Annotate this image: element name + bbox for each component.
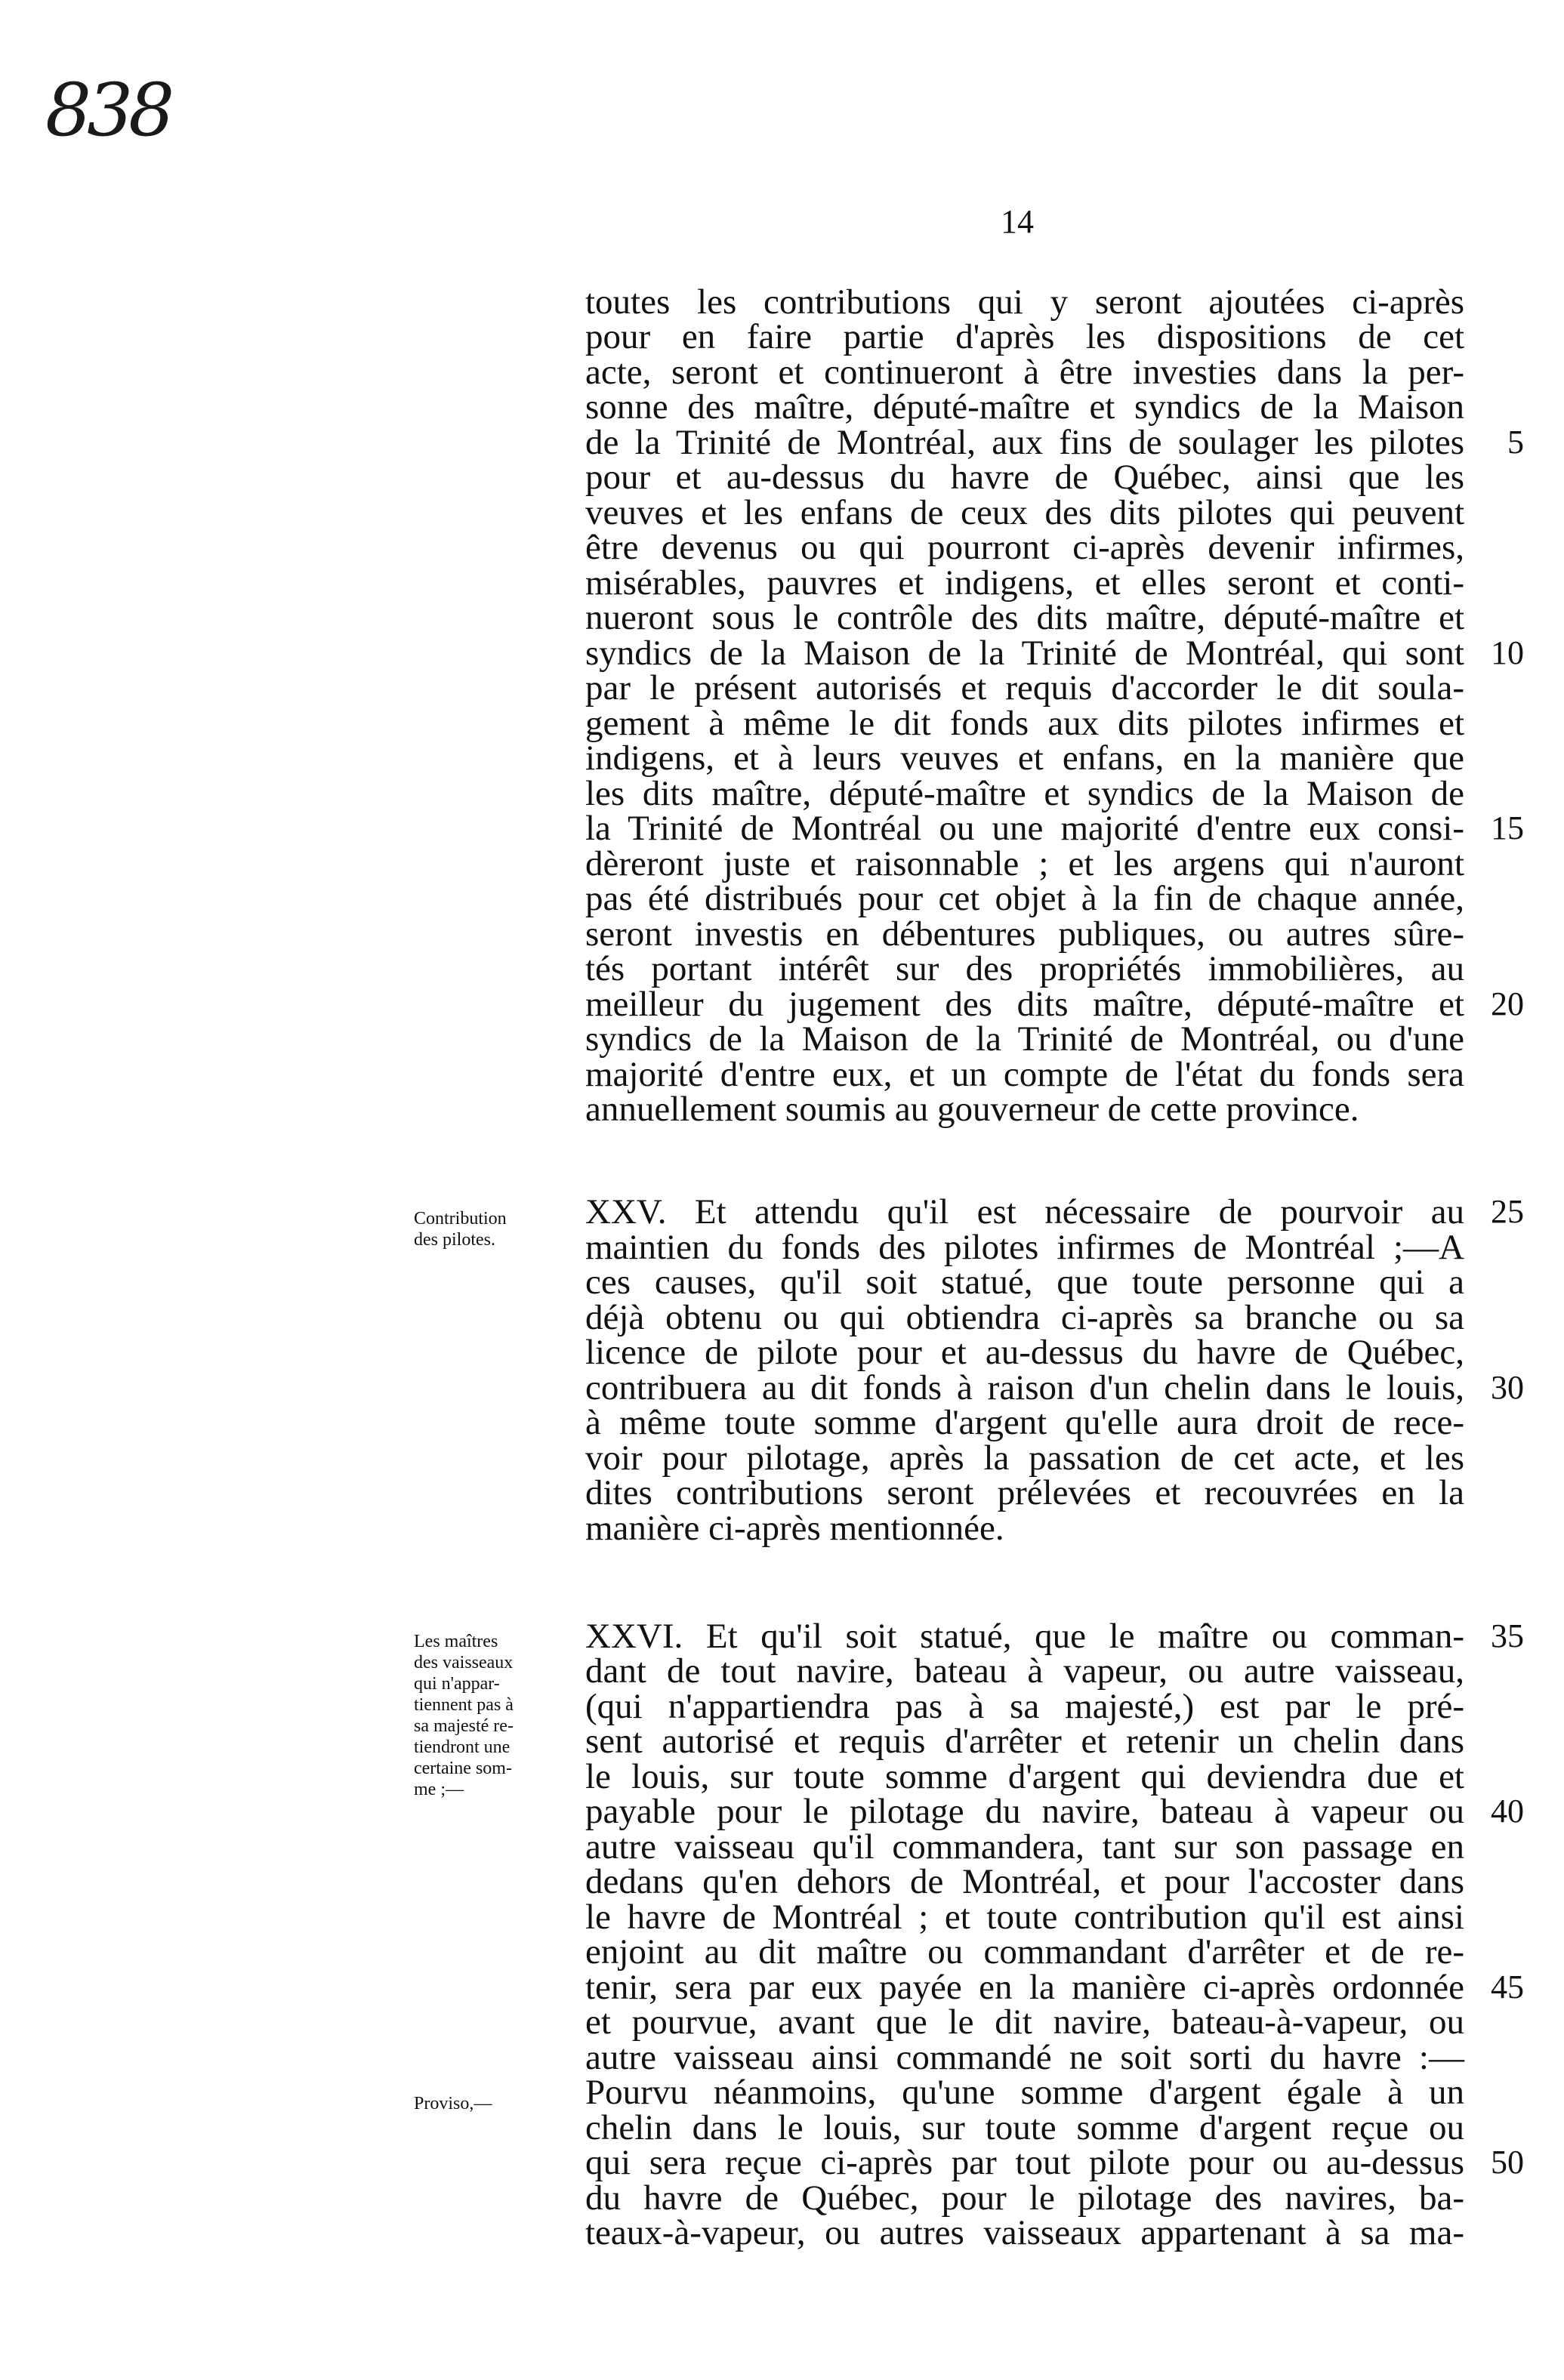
margin-note-line: Les maîtres — [414, 1632, 498, 1651]
text-line: tés portant intérêt sur des propriétés immobilières, au — [585, 949, 1464, 988]
line-number: 20 — [1491, 985, 1524, 1022]
text-line: le louis, sur toute somme d'argent qui deviendra due et — [585, 1757, 1464, 1796]
text-line: toutes les contributions qui y seront ajoutées ci-après — [585, 282, 1464, 322]
text-line: nueront sous le contrôle des dits maître, député-maître et — [585, 598, 1464, 637]
text-line: la Trinité de Montréal ou une majorité d'entre eux consi- — [585, 809, 1464, 848]
text-line: Pourvu néanmoins, qu'une somme d'argent égale à un — [585, 2073, 1464, 2112]
text-line: indigens, et à leurs veuves et enfans, en la manière que — [585, 738, 1464, 778]
margin-note-line: des pilotes. — [414, 1230, 495, 1250]
text-line: autre vaisseau ainsi commandé ne soit sorti du havre :— — [585, 2038, 1464, 2077]
margin-note-line: certaine som- — [414, 1759, 512, 1778]
margin-note-line: tiennent pas à — [414, 1695, 514, 1715]
text-line: dites contributions seront prélevées et recouvrées en la — [585, 1473, 1464, 1512]
line-number: 50 — [1491, 2144, 1524, 2181]
text-line: acte, seront et continueront à être investies dans la per- — [585, 353, 1464, 392]
text-line: (qui n'appartiendra pas à sa majesté,) est par le pré- — [585, 1687, 1464, 1726]
text-line: de la Trinité de Montréal, aux fins de soulager les pilotes — [585, 423, 1464, 462]
text-line: déjà obtenu ou qui obtiendra ci-après sa branche ou sa — [585, 1298, 1464, 1337]
text-line: majorité d'entre eux, et un compte de l'état du fonds sera — [585, 1055, 1464, 1094]
text-line: licence de pilote pour et au-dessus du havre de Québec, — [585, 1333, 1464, 1372]
text-line: pour en faire partie d'après les dispositions de cet — [585, 317, 1464, 356]
margin-note-line: Contribution — [414, 1209, 507, 1229]
margin-note-contribution — [414, 1208, 576, 1250]
text-line: ces causes, qu'il soit statué, que toute personne qui a — [585, 1262, 1464, 1302]
text-line: être devenus ou qui pourront ci-après devenir infirmes, — [585, 528, 1464, 567]
text-line: autre vaisseau qu'il commandera, tant sur son passage en — [585, 1827, 1464, 1867]
margin-note-line: me ;— — [414, 1780, 464, 1799]
text-line: seront investis en débentures publiques, ou autres sûre- — [585, 914, 1464, 954]
text-line: veuves et les enfans de ceux des dits pilotes qui peuvent — [585, 493, 1464, 532]
text-line: du havre de Québec, pour le pilotage des navires, ba- — [585, 2178, 1464, 2218]
line-number: 40 — [1491, 1793, 1524, 1830]
handwritten-reference: 838 — [45, 68, 171, 153]
text-line: enjoint au dit maître ou commandant d'arrêter et de re- — [585, 1932, 1464, 1972]
text-line: manière ci-après mentionnée. — [585, 1509, 1004, 1548]
text-line: chelin dans le louis, sur toute somme d'argent reçue ou — [585, 2108, 1464, 2147]
margin-note-line: sa majesté re- — [414, 1716, 514, 1736]
text-line: XXV. Et attendu qu'il est nécessaire de pourvoir au — [585, 1192, 1464, 1232]
text-line: payable pour le pilotage du navire, bateau à vapeur ou — [585, 1792, 1464, 1831]
margin-note-maitres — [414, 1631, 576, 1800]
text-line: maintien du fonds des pilotes infirmes de Montréal ;—A — [585, 1228, 1464, 1267]
line-number: 30 — [1491, 1369, 1524, 1406]
text-line: dèreront juste et raisonnable ; et les argens qui n'auront — [585, 844, 1464, 883]
text-line: dedans qu'en dehors de Montréal, et pour l'accoster dans — [585, 1862, 1464, 1901]
text-line: tenir, sera par eux payée en la manière ci-après ordonnée — [585, 1968, 1464, 2007]
text-line: gement à même le dit fonds aux dits pilotes infirmes et — [585, 704, 1464, 743]
line-number: 15 — [1491, 809, 1524, 846]
line-number: 10 — [1491, 634, 1524, 671]
text-line: sent autorisé et requis d'arrêter et retenir un chelin dans — [585, 1722, 1464, 1761]
line-number: 5 — [1507, 424, 1524, 461]
line-number: 45 — [1491, 1968, 1524, 2005]
margin-note-line: qui n'appar- — [414, 1674, 500, 1694]
text-line: teaux-à-vapeur, ou autres vaisseaux appartenant à sa ma- — [585, 2213, 1464, 2252]
line-number: 35 — [1491, 1617, 1524, 1654]
text-line: syndics de la Maison de la Trinité de Montréal, ou d'une — [585, 1019, 1464, 1059]
text-line: pas été distribués pour cet objet à la fin de chaque année, — [585, 879, 1464, 918]
text-line: à même toute somme d'argent qu'elle aura droit de rece- — [585, 1403, 1464, 1442]
text-line: qui sera reçue ci-après par tout pilote pour ou au-dessus — [585, 2143, 1464, 2182]
text-line: contribuera au dit fonds à raison d'un chelin dans le louis, — [585, 1368, 1464, 1407]
text-line: pour et au-dessus du havre de Québec, ainsi que les — [585, 458, 1464, 497]
text-line: les dits maître, député-maître et syndics de la Maison de — [585, 774, 1464, 813]
margin-note-line: Proviso,— — [414, 2094, 492, 2113]
text-line: meilleur du jugement des dits maître, député-maître et — [585, 985, 1464, 1024]
text-line: et pourvue, avant que le dit navire, bateau-à-vapeur, ou — [585, 2002, 1464, 2042]
margin-note-line: tiendront une — [414, 1737, 511, 1757]
text-line: XXVI. Et qu'il soit statué, que le maître ou comman- — [585, 1617, 1464, 1656]
text-line: le havre de Montréal ; et toute contribution qu'il est ainsi — [585, 1898, 1464, 1937]
text-line: voir pour pilotage, après la passation de cet acte, et les — [585, 1438, 1464, 1478]
margin-note-proviso — [414, 2093, 576, 2114]
margin-note-line: des vaisseaux — [414, 1653, 514, 1672]
text-line: syndics de la Maison de la Trinité de Montréal, qui sont — [585, 634, 1464, 673]
line-number: 25 — [1491, 1193, 1524, 1230]
text-line: dant de tout navire, bateau à vapeur, ou autre vaisseau, — [585, 1651, 1464, 1691]
text-line: annuellement soumis au gouverneur de cette province. — [585, 1090, 1359, 1129]
page-number: 14 — [1001, 203, 1034, 240]
text-line: par le présent autorisés et requis d'accorder le dit soula- — [585, 668, 1464, 708]
text-line: sonne des maître, député-maître et syndics de la Maison — [585, 387, 1464, 427]
text-line: misérables, pauvres et indigens, et elles seront et conti- — [585, 563, 1464, 603]
